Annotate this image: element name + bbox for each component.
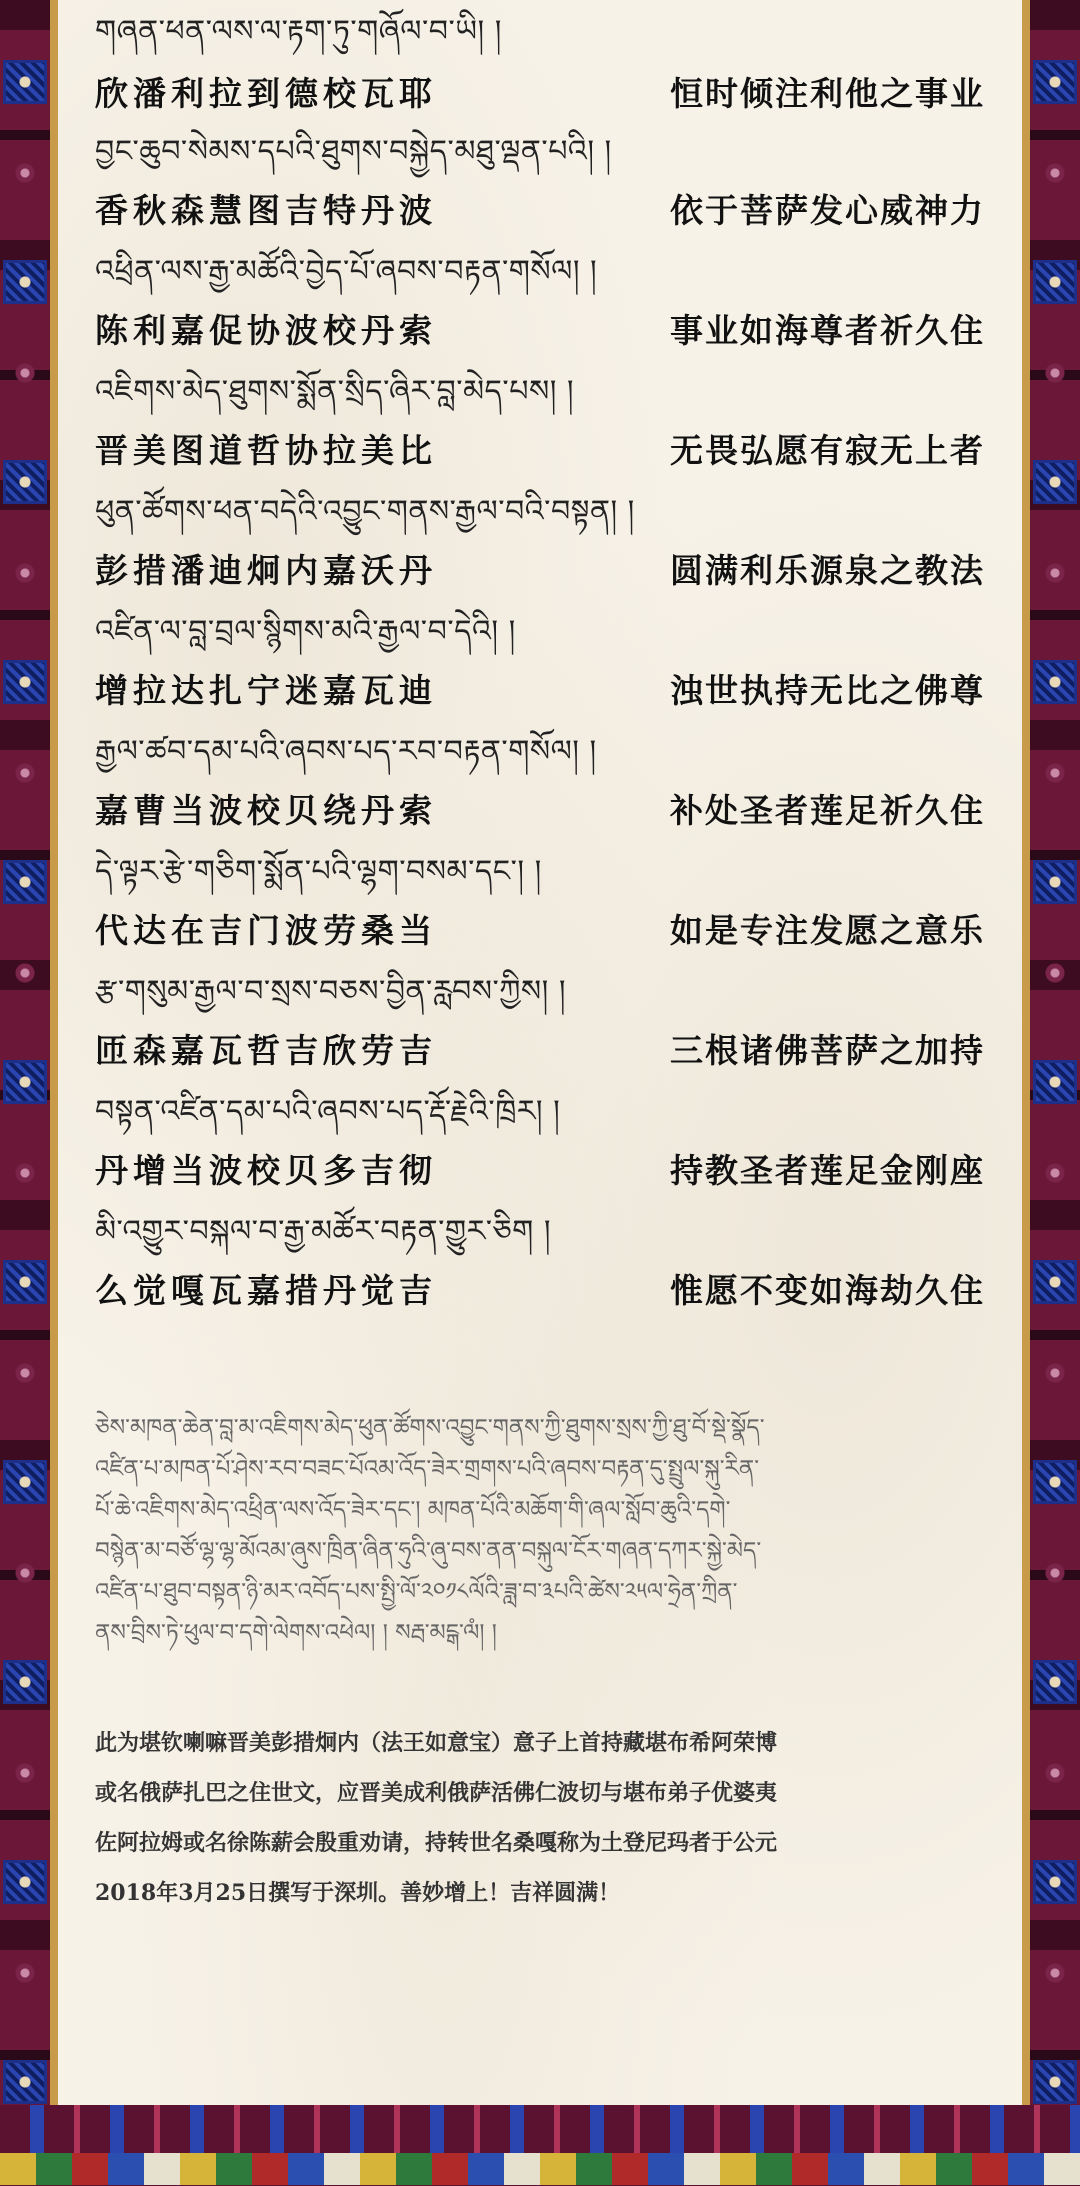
tibetan-line: འཕྲིན་ལས་རྒྱ་མཚོའི་བྱེད་པོ་ཞབས་བརྟན་གསོལ། ། <box>95 254 598 289</box>
chinese-transliteration: 晋美图道哲协拉美比 <box>95 431 437 470</box>
colophon-tibetan-line: འཛིན་པ་ཐུབ་བསྟན་ཉི་མར་འབོད་པས་སྤྱི་ལོ་༢༠༡༨ལོའི་ཟླ་བ་༣པའི་ཚེས་༢༥ལ་ཧྲེན་ཀྲིན་ <box>95 1579 738 1605</box>
colophon-chinese-line: 或名俄萨扎巴之住世文，应晋美成利俄萨活佛仁波切与堪布弟子优婆夷 <box>95 1780 778 1806</box>
border-flower-motif <box>12 960 38 986</box>
border-lattice-motif <box>1033 1860 1077 1904</box>
border-flower-motif <box>1042 1560 1068 1586</box>
chinese-translation: 无畏弘愿有寂无上者 <box>670 431 985 470</box>
border-lattice-motif <box>3 460 47 504</box>
border-lattice-motif <box>3 860 47 904</box>
border-lattice-motif <box>1033 2060 1077 2104</box>
chinese-transliteration: 增拉达扎宁迷嘉瓦迪 <box>95 671 437 710</box>
chinese-translation: 恒时倾注利他之事业 <box>670 74 985 113</box>
chinese-transliteration: 么觉嘎瓦嘉措丹觉吉 <box>95 1271 437 1310</box>
border-flower-motif <box>12 760 38 786</box>
border-lattice-motif <box>3 1460 47 1504</box>
tibetan-line: དེ་ལྟར་རྩེ་གཅིག་སྨོན་པའི་ལྷག་བསམ་དང་། ། <box>95 854 542 889</box>
chinese-translation: 三根诸佛菩萨之加持 <box>670 1031 985 1070</box>
border-flower-motif <box>12 1160 38 1186</box>
chinese-transliteration: 彭措潘迪炯内嘉沃丹 <box>95 551 437 590</box>
border-lattice-motif <box>1033 1060 1077 1104</box>
colophon-tibetan-line: འཛིན་པ་མཁན་པོ་ཤེས་རབ་བཟང་པོའམ་འོད་ཟེར་གྲགས་པའི་ཞབས་བརྟན་དུ་སྤྲུལ་སྐུ་རིན་ <box>95 1456 760 1482</box>
border-flower-motif <box>1042 360 1068 386</box>
border-flower-motif <box>1042 960 1068 986</box>
border-flower-motif <box>1042 1160 1068 1186</box>
chinese-transliteration: 香秋森慧图吉特丹波 <box>95 191 437 230</box>
border-lattice-motif <box>1033 660 1077 704</box>
border-lattice-motif <box>1033 60 1077 104</box>
border-lattice-motif <box>3 260 47 304</box>
border-flower-motif <box>12 1560 38 1586</box>
chinese-transliteration: 丹增当波校贝多吉彻 <box>95 1151 437 1190</box>
border-lattice-motif <box>3 1260 47 1304</box>
tibetan-line: འཇིགས་མེད་ཐུགས་སྨོན་སྲིད་ཞིར་བླ་མེད་པས། ། <box>95 374 575 409</box>
border-flower-motif <box>1042 1360 1068 1386</box>
chinese-translation: 持教圣者莲足金刚座 <box>670 1151 985 1190</box>
tibetan-line: མི་འགྱུར་བསྐལ་བ་རྒྱ་མཚོར་བརྟན་གྱུར་ཅིག ། <box>95 1214 551 1249</box>
chinese-colophon <box>95 1718 985 1918</box>
chinese-transliteration: 欣潘利拉到德校瓦耶 <box>95 74 437 113</box>
border-flower-motif <box>12 1360 38 1386</box>
chinese-transliteration: 陈利嘉促协波校丹索 <box>95 311 437 350</box>
border-flower-motif <box>1042 1760 1068 1786</box>
border-lattice-motif <box>3 1060 47 1104</box>
border-flower-motif <box>12 160 38 186</box>
border-lattice-motif <box>3 1660 47 1704</box>
tibetan-line: རྒྱལ་ཚབ་དམ་པའི་ཞབས་པད་རབ་བརྟན་གསོལ། ། <box>95 734 597 769</box>
colophon-tibetan-line: བསྙེན་མ་བཙོ་ལྷ་ལྷ་མོའམ་ཞུས་ཁྲིན་ཞིན་ཧུའི་ཞུ་བས་ནན་བསྐུལ་ངོར་གཞན་དཀར་སྐྱེ་མེད་ <box>95 1538 762 1564</box>
chinese-transliteration: 嘉曹当波校贝绕丹索 <box>95 791 437 830</box>
border-flower-motif <box>12 1760 38 1786</box>
chinese-transliteration: 匝森嘉瓦哲吉欣劳吉 <box>95 1031 437 1070</box>
tibetan-line: ཕུན་ཚོགས་ཕན་བདེའི་འབྱུང་གནས་རྒྱལ་བའི་བསྟན། ། <box>95 494 635 529</box>
chinese-translation: 补处圣者莲足祈久住 <box>670 791 985 830</box>
chinese-transliteration: 代达在吉门波劳桑当 <box>95 911 437 950</box>
colophon-chinese-line: 此为堪钦喇嘛晋美彭措炯内（法王如意宝）意子上首持藏堪布希阿荣博 <box>95 1730 778 1756</box>
colophon-tibetan-line: ནས་བྲིས་ཏེ་ཕུལ་བ་དགེ་ལེགས་འཕེལ། ། སརྦ་མངྒ་ལཾ། ། <box>95 1620 497 1646</box>
colophon-chinese-line: 佐阿拉姆或名徐陈薪会殷重劝请，持转世名桑嘎称为土登尼玛者于公元 <box>95 1830 778 1856</box>
chinese-translation: 惟愿不变如海劫久住 <box>670 1271 985 1310</box>
tibetan-line: འཛིན་ལ་བླ་བྲལ་སྙིགས་མའི་རྒྱལ་བ་དེའི། ། <box>95 614 516 649</box>
five-color-stripe <box>0 2153 1080 2185</box>
chinese-translation: 浊世执持无比之佛尊 <box>670 671 985 710</box>
border-lattice-motif <box>3 2060 47 2104</box>
tibetan-line: གཞན་ཕན་ལས་ལ་རྟག་ཏུ་གཞོལ་བ་ཡི། ། <box>95 14 502 49</box>
border-lattice-motif <box>1033 260 1077 304</box>
bottom-brocade-band <box>0 2105 1080 2153</box>
border-lattice-motif <box>3 60 47 104</box>
border-lattice-motif <box>1033 1260 1077 1304</box>
chinese-translation: 依于菩萨发心威神力 <box>670 191 985 230</box>
tibetan-line: བསྟན་འཛིན་དམ་པའི་ཞབས་པད་རྡོ་རྗེའི་ཁྲིར། ། <box>95 1094 561 1129</box>
tibetan-colophon <box>95 1408 985 1654</box>
colophon-tibetan-line: པོ་ཆེ་འཇིགས་མེད་འཕྲིན་ལས་འོད་ཟེར་དང་། མཁན་པོའི་མཆོག་གི་ཞལ་སློབ་ཆུའི་དགེ་ <box>95 1497 731 1523</box>
chinese-translation: 圆满利乐源泉之教法 <box>670 551 985 590</box>
border-flower-motif <box>12 1960 38 1986</box>
border-flower-motif <box>1042 160 1068 186</box>
border-flower-motif <box>1042 760 1068 786</box>
chinese-translation: 如是专注发愿之意乐 <box>670 911 985 950</box>
border-lattice-motif <box>1033 860 1077 904</box>
border-lattice-motif <box>1033 1660 1077 1704</box>
tibetan-line: རྩ་གསུམ་རྒྱལ་བ་སྲས་བཅས་བྱིན་རླབས་ཀྱིས། ། <box>95 974 567 1009</box>
border-lattice-motif <box>3 1860 47 1904</box>
border-lattice-motif <box>1033 1460 1077 1504</box>
right-gold-trim <box>1022 0 1030 2125</box>
border-flower-motif <box>1042 560 1068 586</box>
border-lattice-motif <box>1033 460 1077 504</box>
chinese-translation: 事业如海尊者祈久住 <box>670 311 985 350</box>
border-lattice-motif <box>3 660 47 704</box>
border-flower-motif <box>1042 1960 1068 1986</box>
left-gold-trim <box>50 0 58 2125</box>
border-flower-motif <box>12 360 38 386</box>
border-flower-motif <box>12 560 38 586</box>
colophon-chinese-line: 2018年3月25日撰写于深圳。善妙增上！吉祥圆满！ <box>95 1880 621 1906</box>
tibetan-line: བྱང་ཆུབ་སེམས་དཔའི་ཐུགས་བསྐྱེད་མཐུ་ལྡན་པའི། ། <box>95 134 612 169</box>
colophon-tibetan-line: ཅེས་མཁན་ཆེན་བླ་མ་འཇིགས་མེད་ཕུན་ཚོགས་འབྱུང་གནས་ཀྱི་ཐུགས་སྲས་ཀྱི་ཐུ་བོ་སྡེ་སྣོད་ <box>95 1415 765 1441</box>
